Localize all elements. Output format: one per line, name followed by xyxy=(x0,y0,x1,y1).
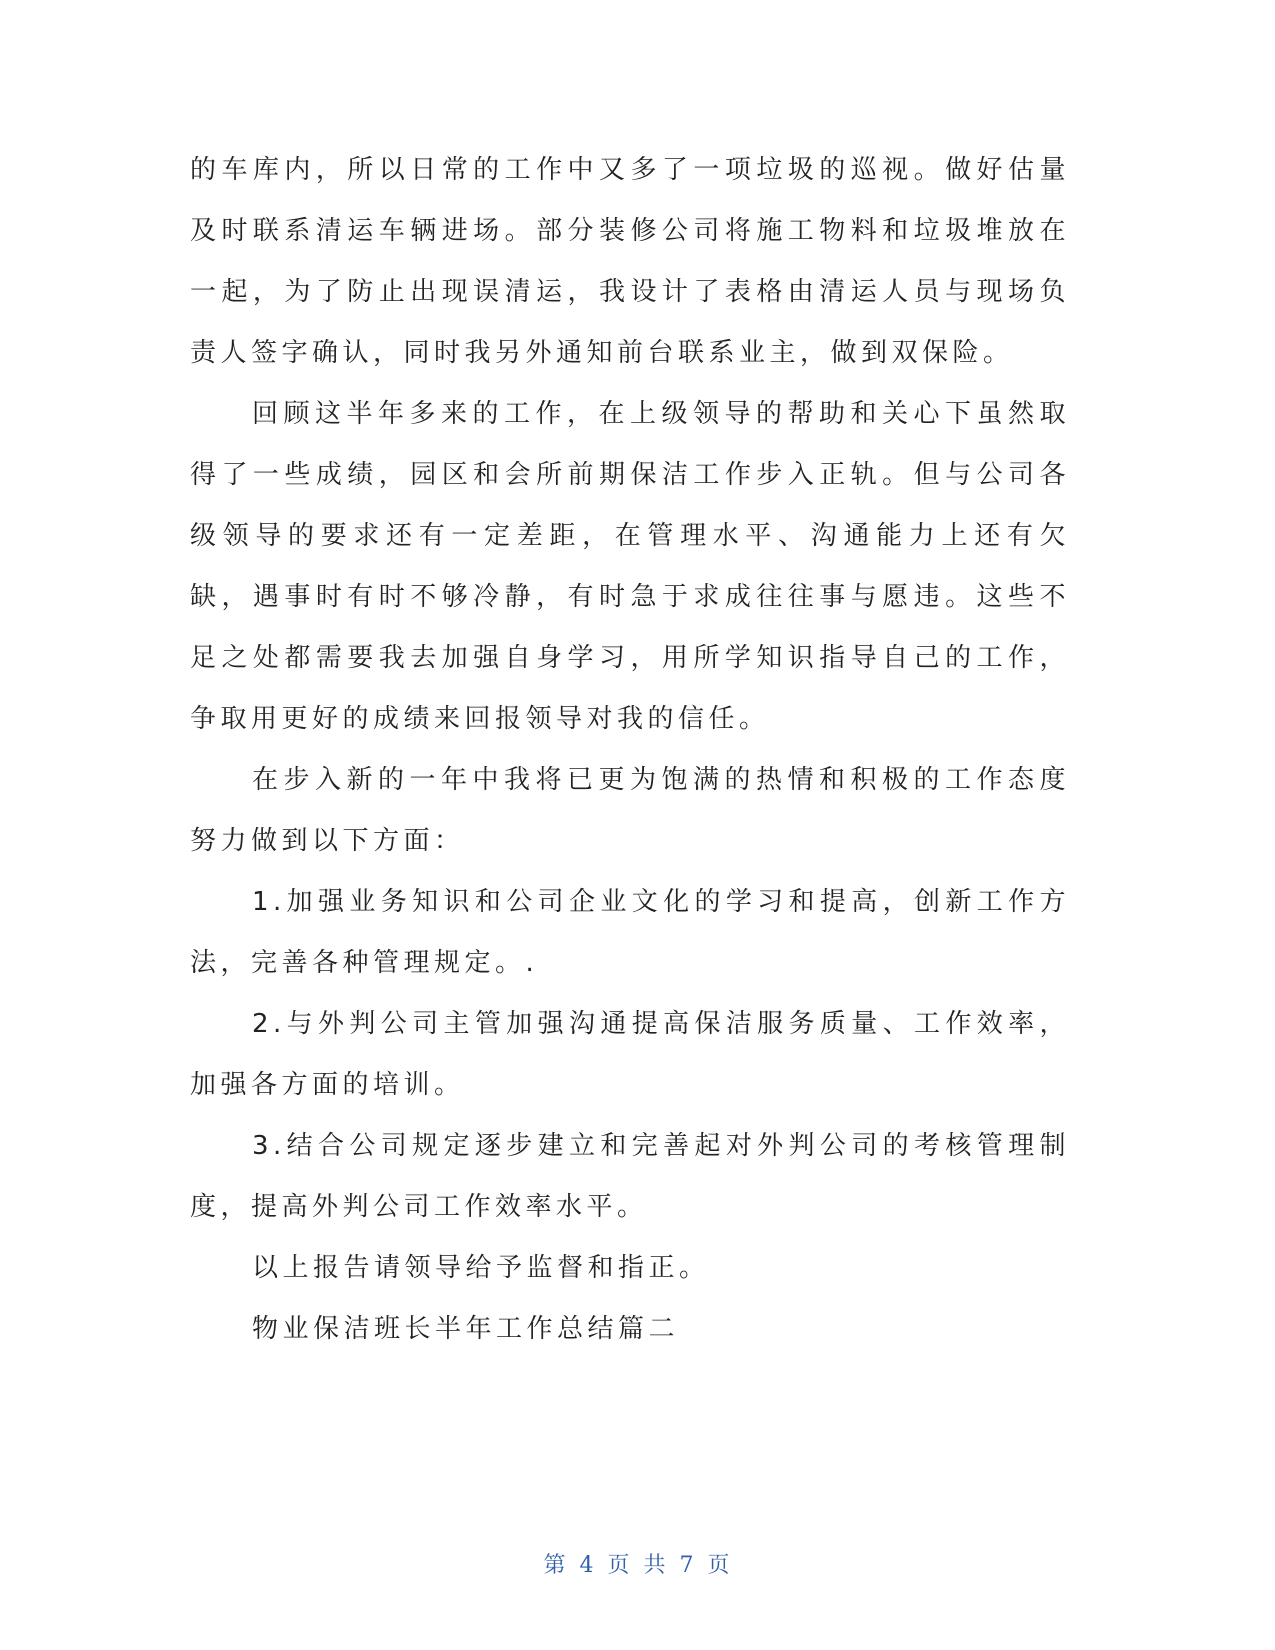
footer-page-word: 页 xyxy=(607,1553,632,1578)
paragraph-continuation: 的车库内，所以日常的工作中又多了一项垃圾的巡视。做好估量及时联系清运车辆进场。部分装修公司将施工物料和垃圾堆放在一起，为了防止出现误清运，我设计了表格由清运人员与现场负责人签字确认，同时我另外通知前台联系业主，做到双保险。 xyxy=(190,155,1070,368)
footer-total-pages: 7 xyxy=(679,1553,696,1578)
page-number-footer xyxy=(0,1548,1275,1579)
footer-total-prefix: 共 xyxy=(643,1553,668,1578)
footer-current-page: 4 xyxy=(579,1553,596,1578)
list-item-3: 3.结合公司规定逐步建立和完善起对外判公司的考核管理制度，提高外判公司工作效率水平。 xyxy=(190,1131,1070,1222)
paragraph-closing: 以上报告请领导给予监督和指正。 xyxy=(252,1253,710,1283)
list-item-1: 1.加强业务知识和公司企业文化的学习和提高，创新工作方法，完善各种管理规定。. xyxy=(190,887,1070,978)
footer-suffix: 页 xyxy=(707,1553,732,1578)
section-heading: 物业保洁班长半年工作总结篇二 xyxy=(252,1314,680,1344)
paragraph-review: 回顾这半年多来的工作，在上级领导的帮助和关心下虽然取得了一些成绩，园区和会所前期保洁工作步入正轨。但与公司各级领导的要求还有一定差距，在管理水平、沟通能力上还有欠缺，遇事时有时不够冷静，有时急于求成往往事与愿违。这些不足之处都需要我去加强自身学习，用所学知识指导自己的工作，争取用更好的成绩来回报领导对我的信任。 xyxy=(190,399,1070,734)
document-body xyxy=(190,140,1070,1360)
footer-prefix: 第 xyxy=(543,1553,568,1578)
list-item-2: 2.与外判公司主管加强沟通提高保洁服务质量、工作效率，加强各方面的培训。 xyxy=(190,1009,1070,1100)
paragraph-new-year-plan: 在步入新的一年中我将已更为饱满的热情和积极的工作态度努力做到以下方面： xyxy=(190,765,1070,856)
